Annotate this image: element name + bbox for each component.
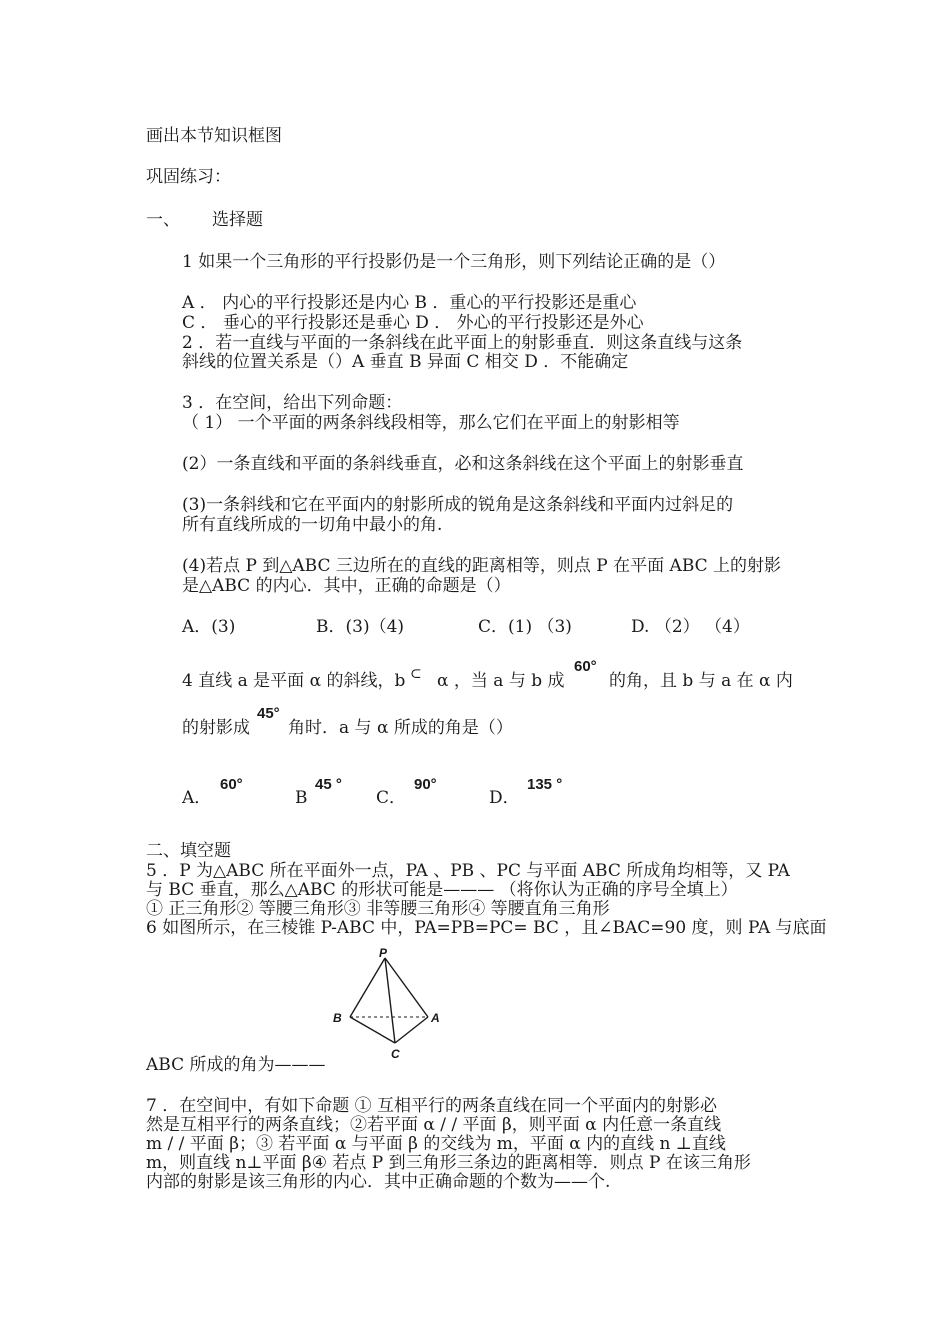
q3-proposition-4-line-1: (4)若点 P 到△ABC 三边所在的直线的距离相等，则点 P 在平面 ABC 上的射影 [182, 556, 782, 576]
practice-heading: 巩固练习： [146, 167, 231, 187]
q4-option-b-value: 45 ° [315, 776, 342, 793]
edge-bc [350, 1017, 395, 1043]
q3-proposition-4-line-2: 是△ABC 的内心．其中，正确的命题是（） [182, 576, 511, 596]
q7-line-4: m，则直线 n⊥平面 β④ 若点 P 到三角形三条边的距离相等．则点 P 在该三角形 [146, 1153, 751, 1173]
vertex-label-p: P [379, 948, 388, 960]
vertex-label-c: C [391, 1047, 400, 1061]
q7-line-2: 然是互相平行的两条直线；②若平面 α / / 平面 β，则平面 α 内任意一条直线 [146, 1115, 722, 1135]
vertex-label-b: B [333, 1011, 342, 1025]
q3-proposition-3-line-2: 所有直线所成的一切角中最小的角. [182, 515, 443, 535]
q4-subset-symbol: ⊂ [410, 666, 422, 682]
section-2-title: 二、填空题 [146, 841, 231, 861]
q5-line-3: ① 正三角形② 等腰三角形③ 非等腰三角形④ 等腰直角三角形 [146, 899, 610, 919]
q4-option-a-value: 60° [220, 776, 243, 793]
section-1-number: 一、 [146, 210, 180, 230]
q7-line-1: 7 ．在空间中，有如下命题 ① 互相平行的两条直线在同一个平面内的射影必 [146, 1096, 718, 1116]
q4-option-c-label: C． [376, 788, 407, 808]
q3-option-b: B．(3)（4) [316, 617, 405, 637]
q4-option-b-label: B [295, 788, 308, 808]
q1-options-line-2: C ． 垂心的平行投影还是垂心 D ． 外心的平行投影还是外心 [182, 313, 644, 333]
q7-line-3: m / / 平面 β；③ 若平面 α 与平面 β 的交线为 m，平面 α 内的直线 n ⊥直线 [146, 1134, 726, 1154]
vertex-label-a: A [431, 1011, 440, 1025]
q5-line-2: 与 BC 垂直，那么△ABC 的形状可能是——— （将你认为正确的序号全填上） [146, 880, 738, 900]
q4-angle-45: 45° [257, 705, 280, 722]
q6-line-2: ABC 所成的角为——— [146, 1055, 326, 1075]
q3-intro: 3 ．在空间，给出下列命题： [182, 393, 403, 413]
q4-line-2-part-1: 的射影成 [182, 718, 250, 738]
q3-proposition-1: （ 1） 一个平面的两条斜线段相等，那么它们在平面上的射影相等 [182, 413, 680, 433]
q4-line-2-part-2: 角时．a 与 α 所成的角是（） [288, 718, 513, 738]
q3-proposition-2: (2）一条直线和平面的条斜线垂直，必和这条斜线在这个平面上的射影垂直 [182, 454, 744, 474]
q3-proposition-3-line-1: (3)一条斜线和它在平面内的射影所成的锐角是这条斜线和平面内过斜足的 [182, 495, 734, 515]
q4-option-c-value: 90° [414, 776, 437, 793]
q4-option-d-value: 135 ° [527, 776, 563, 793]
q1-options-line-1: A ． 内心的平行投影还是内心 B ．重心的平行投影还是重心 [182, 293, 637, 313]
q1-stem: 1 如果一个三角形的平行投影仍是一个三角形，则下列结论正确的是（） [182, 252, 726, 272]
q4-option-d-label: D． [489, 788, 520, 808]
q3-option-c: C．(1) （3) [478, 617, 572, 637]
q4-line-1-part-3: 的角，且 b 与 a 在 α 内 [609, 671, 793, 691]
q4-line-1-part-2: α ，当 a 与 b 成 [437, 671, 565, 691]
q2-line-2: 斜线的位置关系是（）A 垂直 B 异面 C 相交 D ．不能确定 [182, 352, 629, 372]
q4-line-1-part-1: 4 直线 a 是平面 α 的斜线，b [182, 671, 406, 691]
edge-ac [395, 1017, 428, 1043]
edge-pb [350, 958, 385, 1017]
q3-option-d: D. （2） （4） [631, 617, 750, 637]
q3-option-a: A．(3) [182, 617, 236, 637]
section-1-title: 选择题 [212, 210, 263, 230]
q4-option-a-label: A． [182, 788, 212, 808]
q4-angle-60: 60° [574, 658, 597, 675]
q7-line-5: 内部的射影是该三角形的内心．其中正确命题的个数为——个. [146, 1172, 611, 1192]
pyramid-figure [325, 948, 455, 1068]
q2-line-1: 2 ．若一直线与平面的一条斜线在此平面上的射影垂直．则这条直线与这条 [182, 333, 743, 353]
q5-line-1: 5 ．P 为△ABC 所在平面外一点，PA 、PB 、PC 与平面 ABC 所成角均相等，又 PA [146, 861, 790, 881]
knowledge-diagram-heading: 画出本节知识框图 [146, 126, 282, 146]
q6-line-1: 6 如图所示，在三棱锥 P-ABC 中，PA=PB=PC= BC ，且∠BAC=90 度，则 PA 与底面 [146, 918, 827, 938]
